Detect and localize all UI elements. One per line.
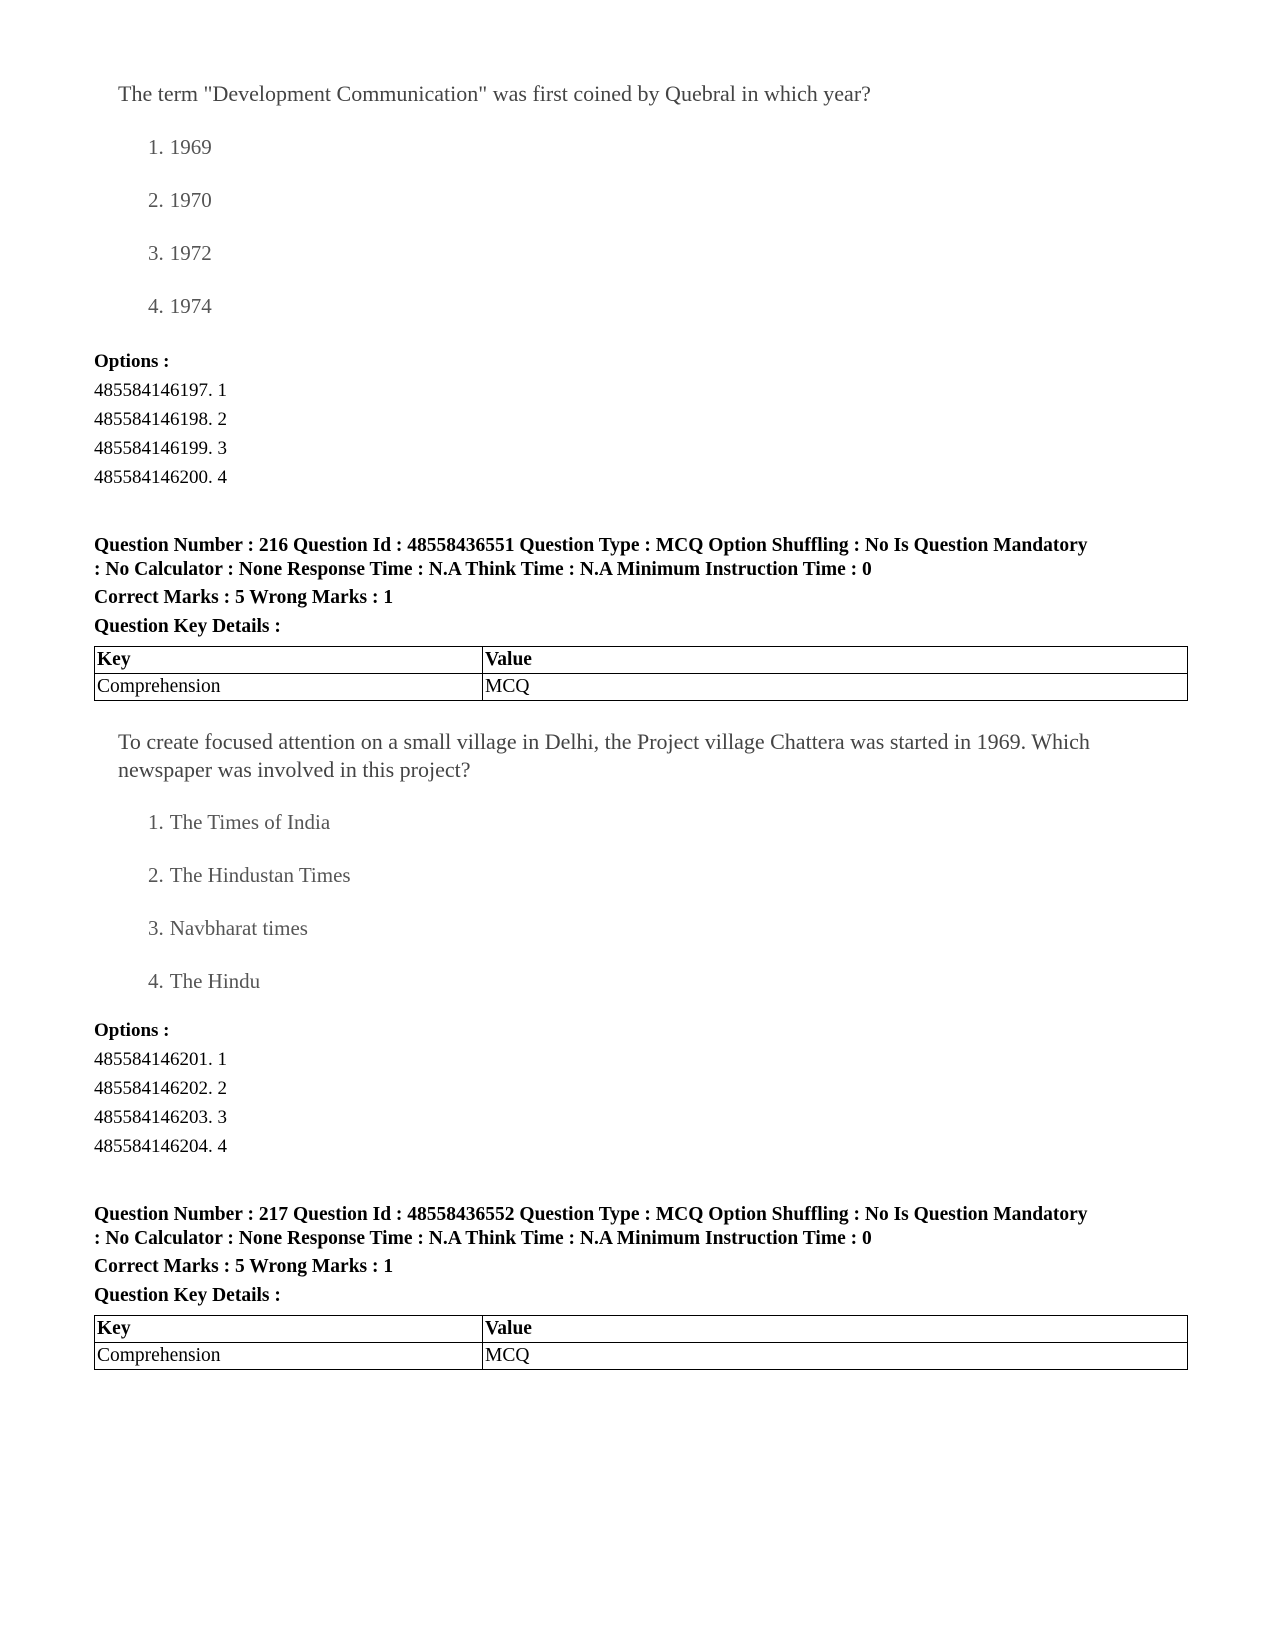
option-id: 485584146204. 4: [94, 1136, 227, 1157]
key-details-table: [94, 646, 1188, 701]
table-header-cell: Value: [483, 1316, 1188, 1343]
choice-item: 4. 1974: [148, 294, 212, 318]
table-header-cell: Key: [95, 1316, 483, 1343]
option-id: 485584146200. 4: [94, 467, 227, 488]
option-id: 485584146202. 2: [94, 1078, 227, 1099]
options-block: [94, 347, 1194, 492]
choice-item: 1. 1969: [148, 135, 212, 159]
question-image: [118, 728, 1188, 998]
table-header-cell: Value: [483, 647, 1188, 674]
table-header-row: [95, 647, 1188, 674]
question-image: [118, 80, 1188, 320]
table-header-row: [95, 1316, 1188, 1343]
choice-item: 2. The Hindustan Times: [148, 863, 351, 887]
marks-line: Correct Marks : 5 Wrong Marks : 1: [94, 1256, 394, 1277]
option-id: 485584146198. 2: [94, 409, 227, 430]
key-details-label: Question Key Details :: [94, 1285, 281, 1306]
question-stem: To create focused attention on a small village in Delhi, the Project village Chattera was started in 1969. Which newspaper was involved in this project?: [118, 729, 1090, 782]
table-row: [95, 674, 1188, 701]
marks-line: Correct Marks : 5 Wrong Marks : 1: [94, 587, 394, 608]
question-stem: The term "Development Communication" was first coined by Quebral in which year?: [118, 81, 871, 106]
option-id: 485584146203. 3: [94, 1107, 227, 1128]
options-label: Options :: [94, 351, 170, 372]
question-meta: [94, 1203, 1194, 1251]
choice-item: 3. Navbharat times: [148, 916, 308, 940]
question-meta-line: : No Calculator : None Response Time : N.A Think Time : N.A Minimum Instruction Time : 0: [94, 1228, 872, 1249]
option-id: 485584146197. 1: [94, 380, 227, 401]
table-row: [95, 1343, 1188, 1370]
table-cell: MCQ: [483, 674, 1188, 701]
table-header-cell: Key: [95, 647, 483, 674]
option-id: 485584146201. 1: [94, 1049, 227, 1070]
key-details-label: Question Key Details :: [94, 616, 281, 637]
table-cell: Comprehension: [95, 1343, 483, 1370]
table-cell: Comprehension: [95, 674, 483, 701]
question-meta-line: Question Number : 216 Question Id : 48558436551 Question Type : MCQ Option Shuffling : No Is Question Mandatory: [94, 535, 1088, 556]
table-cell: MCQ: [483, 1343, 1188, 1370]
choice-item: 3. 1972: [148, 241, 212, 265]
choice-item: 1. The Times of India: [148, 810, 331, 834]
options-block: [94, 1016, 1194, 1161]
key-details-table: [94, 1315, 1188, 1370]
choice-item: 4. The Hindu: [148, 969, 261, 993]
question-meta-line: : No Calculator : None Response Time : N.A Think Time : N.A Minimum Instruction Time : 0: [94, 559, 872, 580]
question-meta-line: Question Number : 217 Question Id : 48558436552 Question Type : MCQ Option Shuffling : No Is Question Mandatory: [94, 1204, 1088, 1225]
options-label: Options :: [94, 1020, 170, 1041]
choice-item: 2. 1970: [148, 188, 212, 212]
question-meta: [94, 534, 1194, 582]
option-id: 485584146199. 3: [94, 438, 227, 459]
